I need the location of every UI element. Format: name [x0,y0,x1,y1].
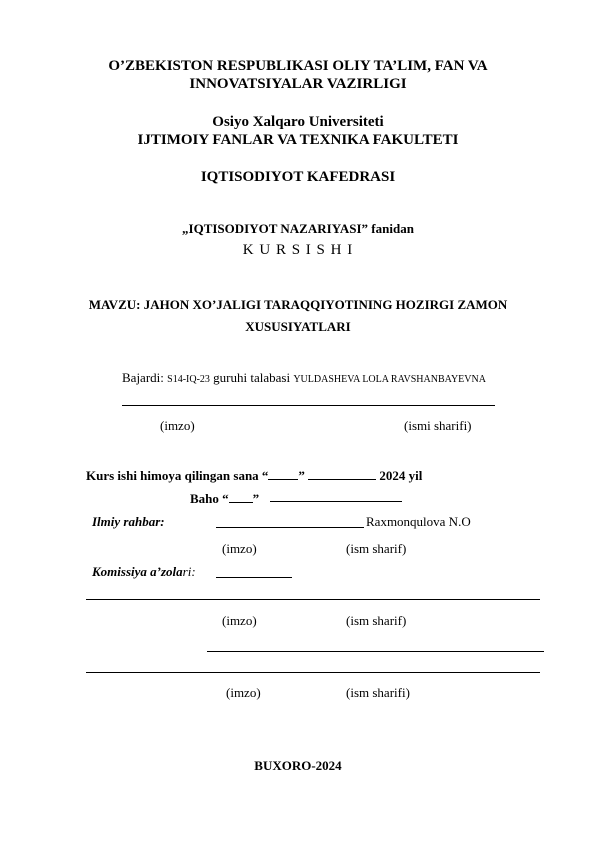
commission-label-tail: ri: [182,564,196,579]
author-line [122,370,486,386]
commission-signature-label-1: (imzo) [222,613,257,628]
commission-label-main: Komissiya a’zola [92,564,183,579]
topic-line1: MAVZU: JAHON XO’JALIGI TARAQQIYOTINING HOZIRGI ZAMON [88,297,508,312]
defense-date-prefix: Kurs ishi himoya qilingan sana “ [86,468,269,483]
commission-name-label-1: (ism sharif) [346,613,407,628]
university-name: Osiyo Xalqaro Universiteti [212,114,384,130]
advisor-name: Raxmonqulova N.O [366,514,471,529]
advisor-signature-label: (imzo) [222,541,257,556]
commission-name-label-2: (ism sharifi) [346,685,410,700]
defense-date-suffix: 2024 yil [376,468,423,483]
advisor-signature-line [216,527,364,528]
work-type: K U R S I S H I [242,242,354,258]
author-name: YULDASHEVA LOLA RAVSHANBAYEVNA [293,374,486,385]
commission-line-2 [207,651,544,652]
ministry-title-line2: INNOVATSIYALAR VAZIRLIGI [189,76,407,92]
grade-blank [229,490,253,503]
author-signature-label: (imzo) [160,418,195,433]
defense-month-blank [308,467,376,480]
department-name: IQTISODIYOT KAFEDRASI [200,169,396,185]
author-label: Bajardi: [122,370,168,385]
author-signature-line [122,405,495,406]
grade-line [190,490,259,507]
commission-line-3 [86,672,540,673]
grade-suffix: ” [252,491,260,506]
defense-date-mid: ” [298,468,309,483]
advisor-name-label: (ism sharif) [346,541,407,556]
advisor-label: Ilmiy rahbar: [92,514,165,529]
commission-label [92,564,196,580]
city-year: BUXORO-2024 [254,758,342,773]
faculty-name: IJTIMOIY FANLAR VA TEXNIKA FAKULTETI [137,132,459,148]
commission-short-line [216,577,292,578]
ministry-title-line1: O’ZBEKISTON RESPUBLIKASI OLIY TA’LIM, FAN VA [108,58,488,74]
author-name-label: (ismi sharifi) [404,418,472,433]
commission-signature-label-2: (imzo) [226,685,261,700]
commission-line-1 [86,599,540,600]
defense-date-line [86,467,422,484]
grade-signature-line [270,501,402,502]
grade-prefix: Baho “ [190,491,229,506]
author-middle-text: guruhi talabasi [209,370,294,385]
topic-line2: XUSUSIYATLARI [245,319,351,334]
defense-day-blank [268,467,298,480]
subject-line: „IQTISODIYOT NAZARIYASI” fanidan [182,221,414,236]
author-group: S14-IQ-23 [167,374,210,385]
